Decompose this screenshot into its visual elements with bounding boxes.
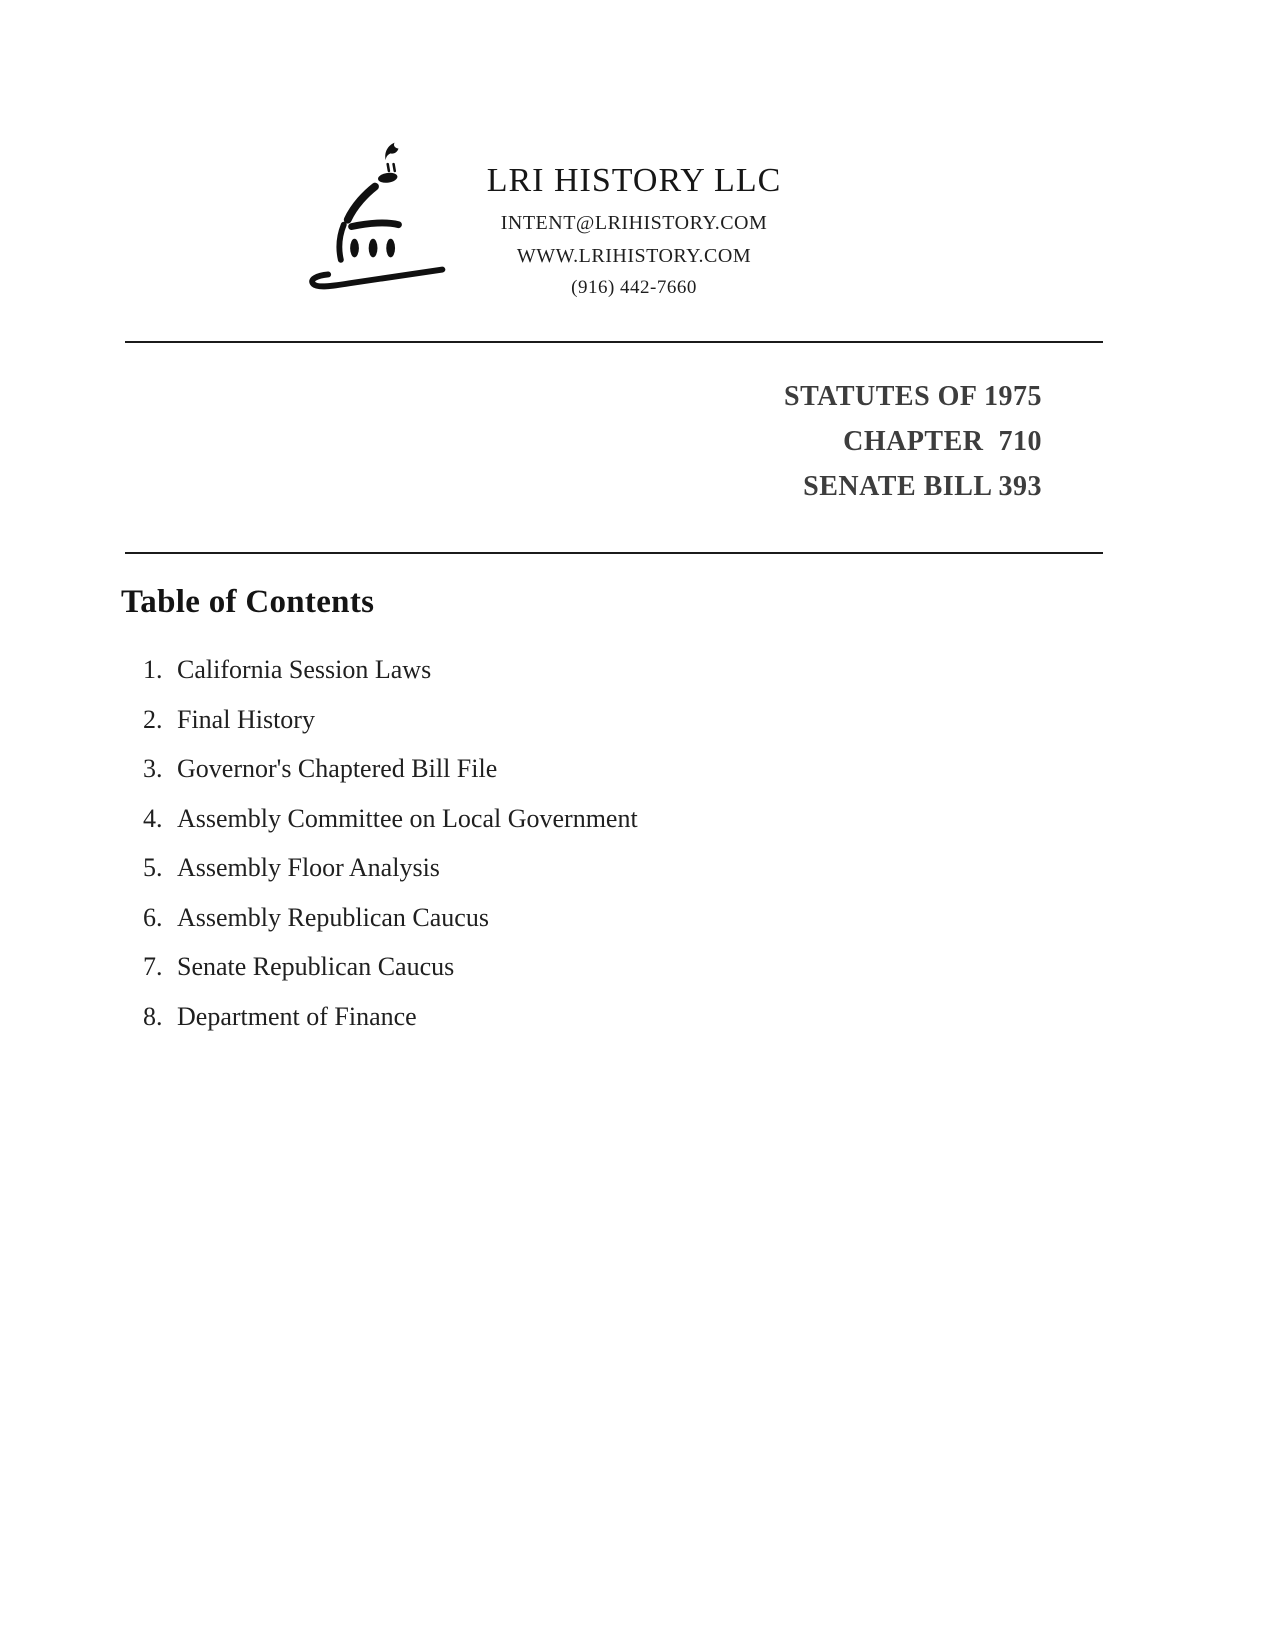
statutes-year-line: STATUTES OF 1975: [784, 381, 1042, 412]
toc-item: [143, 1002, 943, 1052]
toc-item-label: Assembly Committee on Local Government: [177, 803, 638, 833]
toc-item-number: 7.: [143, 952, 163, 981]
toc-item: [143, 903, 943, 953]
divider-line-bottom: [125, 552, 1103, 554]
toc-item-label: Department of Finance: [177, 1001, 417, 1031]
toc-item-number: 6.: [143, 902, 163, 932]
senate-bill-line: SENATE BILL 393: [803, 471, 1042, 502]
toc-item: [143, 655, 943, 705]
chapter-line: CHAPTER 710: [843, 426, 1042, 457]
statute-title-block: [540, 374, 1042, 509]
company-phone: (916) 442-7660: [571, 277, 697, 298]
toc-heading: Table of Contents: [121, 584, 375, 620]
toc-item-label: Final History: [177, 704, 315, 734]
toc-item-number: 4.: [143, 803, 163, 833]
divider-line-top: [125, 341, 1103, 343]
toc-item: [143, 853, 943, 903]
letterhead: [418, 162, 850, 304]
toc-item-number: 2.: [143, 704, 163, 734]
toc-item-label: Senate Republican Caucus: [177, 952, 455, 981]
toc-item-number: 1.: [143, 655, 163, 684]
toc-item-number: 8.: [143, 1001, 163, 1031]
toc-item: [143, 804, 943, 854]
toc-item: [143, 705, 943, 755]
company-name: LRI HISTORY LLC: [486, 162, 782, 199]
toc-item-label: Assembly Floor Analysis: [177, 853, 440, 882]
company-email: INTENT@LRIHISTORY.COM: [500, 212, 768, 234]
company-website: WWW.LRIHISTORY.COM: [516, 245, 752, 267]
toc-item-label: Assembly Republican Caucus: [177, 902, 489, 932]
toc-item: [143, 952, 943, 1002]
toc-item-label: Governor's Chaptered Bill File: [177, 754, 498, 783]
toc-item-number: 3.: [143, 754, 163, 783]
toc-list: [143, 655, 943, 1051]
toc-item-label: California Session Laws: [177, 655, 432, 684]
toc-item: [143, 754, 943, 804]
toc-item-number: 5.: [143, 853, 163, 882]
